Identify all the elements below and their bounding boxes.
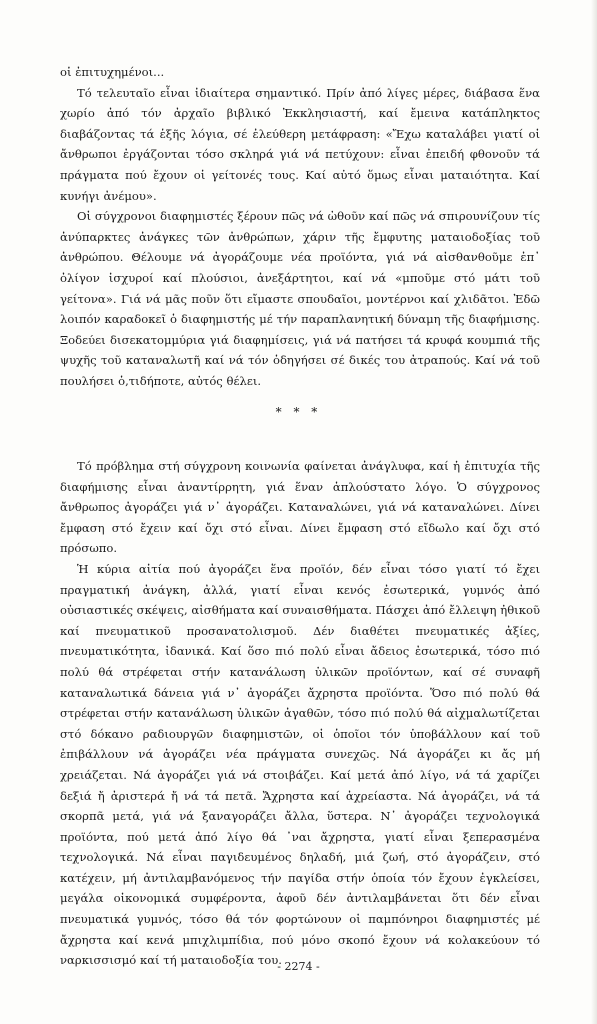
text-section-top <box>60 62 540 392</box>
paragraph: Οἱ σύγχρονοι διαφημιστές ξέρουν πῶς νά ὠθοῦν καί πῶς νά σπιρουνίζουν τίς ἀνύπαρκτες ἀνάγκες τῶν ἀνθρώπων, χάριν τῆς ἔμφυτης ματαιοδοξίας τοῦ ἀνθρώπου. Θέλουμε νά ἀγοράζουμε νέα προϊόντα, γιά νά αἰσθανθοῦμε ἐπ᾽ ὀλίγον ἰσχυροί καί πλούσιοι, ἀνεξάρτητοι, καί νά «μποῦμε στό μάτι τοῦ γείτονα». Γιά νά μᾶς ποῦν ὅτι εἴμαστε σπουδαῖοι, μοντέρνοι καί χλιδᾶτοι. Ἐδῶ λοιπόν καραδοκεῖ ὁ διαφημιστής μέ τήν παραπλανητική δύναμη τῆς διαφήμισης. Ξοδεύει δισεκατομμύρια γιά διαφημίσεις, γιά νά πατήσει τά κρυφά κουμπιά τῆς ψυχῆς τοῦ καταναλωτῆ καί νά τόν ὁδηγήσει σέ δικές του ἀτραπούς. Καί νά τοῦ πουλήσει ὁ,τιδήποτε, αὐτός θέλει. <box>60 209 540 388</box>
section-separator: * * * <box>275 405 322 419</box>
paragraph: Τό πρόβλημα στή σύγχρονη κοινωνία φαίνεται ἀνάγλυφα, καί ἡ ἐπιτυχία τῆς διαφήμισης εἶναι ἀναντίρρητη, γιά ἕναν ἁπλούστατο λόγο. Ὁ σύγχρονος ἄνθρωπος ἀγοράζει γιά ν᾽ ἀγοράζει. Καταναλώνει, γιά νά καταναλώνει. Δίνει ἔμφαση στό ἔχειν καί ὄχι στό εἶναι. Δίνει ἔμφαση στό εἴδωλο καί ὄχι στό πρόσωπο. <box>60 459 540 556</box>
page-edge-shadow <box>591 0 597 1024</box>
paragraph: Τό τελευταῖο εἶναι ἰδιαίτερα σημαντικό. Πρίν ἀπό λίγες μέρες, διάβασα ἕνα χωρίο ἀπό τόν ἀρχαῖο βιβλικό Ἐκκλησιαστή, καί ἔμεινα κατάπληκτος διαβάζοντας τά ἑξῆς λόγια, σέ ἐλεύθερη μετάφραση: «Ἔχω καταλάβει γιατί οἱ ἄνθρωποι ἐργάζονται τόσο σκληρά γιά νά πετύχουν: εἶναι ἐπειδή φθονοῦν τά πράγματα πού ἔχουν οἱ γείτονές τους. Καί αὐτό ὅμως εἶναι ματαιότητα. Καί κυνήγι ἀνέμου». <box>60 85 540 203</box>
page-number: - 2274 - <box>277 960 320 973</box>
paragraph: Ἡ κύρια αἰτία πού ἀγοράζει ἕνα προϊόν, δέν εἶναι τόσο γιατί τό ἔχει πραγματική ἀνάγκη, ἀλλά, γιατί εἶναι κενός ἐσωτερικά, γυμνός ἀπό οὐσιαστικές σκέψεις, αἰσθήματα καί συναισθήματα. Πάσχει ἀπό ἔλλειψη ἠθικοῦ καί πνευματικοῦ προσανατολισμοῦ. Δέν διαθέτει πνευματικές ἀξίες, πνευματικότητα, ἰδανικά. Καί ὅσο πιό πολύ εἶναι ἄδειος ἐσωτερικά, τόσο πιό πολύ θά στρέφεται στήν κατανάλωση ὑλικῶν προϊόντων, καί σέ συναφῆ καταναλωτικά δάνεια γιά ν᾽ ἀγοράζει ἄχρηστα προϊόντα. Ὅσο πιό πολύ θά στρέφεται στήν κατανάλωση ὑλικῶν ἀγαθῶν, τόσο πιό πολύ θά αἰχμαλωτίζεται στό δόκανο ραδιουργῶν διαφημιστῶν, οἱ ὁποῖοι τόν ὑποβάλλουν καί τοῦ ἐπιβάλλουν νά ἀγοράζει νέα πράγματα συνεχῶς. Νά ἀγοράζει κι ἄς μή χρειάζεται. Νά ἀγοράζει γιά νά στοιβάζει. Καί μετά ἀπό λίγο, νά τά χαρίζει δεξιά ἤ ἀριστερά ἤ νά τά πετᾶ. Ἄχρηστα καί ἀχρείαστα. Νά ἀγοράζει, νά τά σκορπᾶ μετά, γιά νά ξαναγοράζει ἄλλα, ὕστερα. Ν᾽ ἀγοράζει τεχνολογικά προϊόντα, πού μετά ἀπό λίγο θά ᾽ναι ἄχρηστα, γιατί εἶναι ξεπερασμένα τεχνολογικά. Νά εἶναι παγιδευμένος δηλαδή, μιά ζωή, στό ἀγοράζειν, στό κατέχειν, μή ἀντιλαμβανόμενος τήν παγίδα στήν ὁποία τόν ἔχουν ἐγκλείσει, μεγάλα οἰκονομικά συμφέροντα, ἀφοῦ δέν ἀντιλαμβάνεται ὅτι δέν εἶναι πνευματικά γυμνός, τόσο θά τόν φορτώνουν οἱ παμπόνηροι διαφημιστές μέ ἄχρηστα καί κενά μπιχλιμπίδια, πού μόνο σκοπό ἔχουν νά κολακεύουν τό ναρκισσισμό καί τή ματαιοδοξία του. <box>60 561 540 968</box>
paragraph: οἱ ἐπιτυχημένοι... <box>60 65 165 79</box>
text-section-bottom <box>60 456 540 971</box>
